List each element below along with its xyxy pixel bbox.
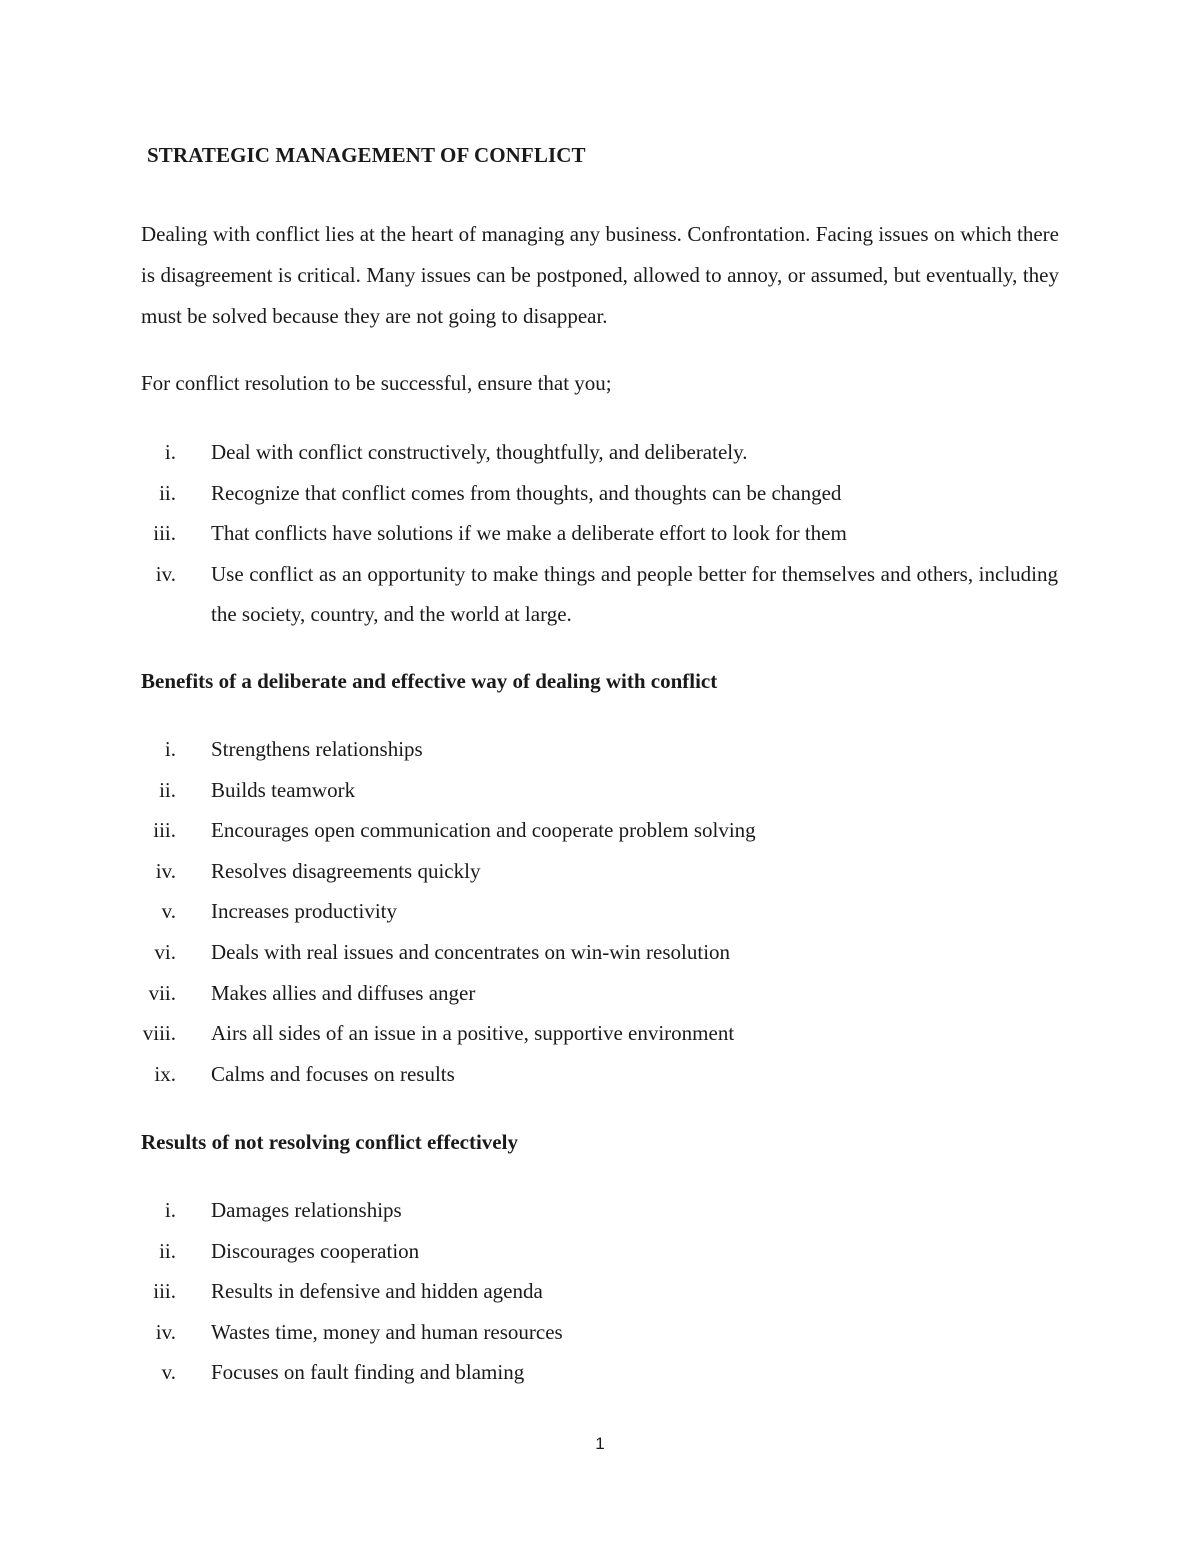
list-item: [0, 851, 1200, 892]
benefits-list: [0, 729, 1200, 1094]
list-item: [0, 729, 1200, 770]
list-item-text: Damages relationships: [211, 1198, 402, 1222]
list-item-number: i.: [164, 440, 176, 464]
results-list: [0, 1190, 1200, 1393]
list-item: [0, 1013, 1200, 1054]
list-item: [0, 973, 1200, 1014]
list-item-text: Discourages cooperation: [211, 1238, 420, 1263]
list-item-number: i.: [164, 1198, 176, 1222]
list-item-text: Makes allies and diffuses anger: [211, 980, 476, 1005]
list-item-text: Builds teamwork: [211, 777, 356, 802]
list-item-number: ii.: [159, 777, 176, 802]
list-item-text: That conflicts have solutions if we make a deliberate effort to look for them: [211, 521, 847, 546]
list-item-text: Recognize that conflict comes from thoughts, and thoughts can be changed: [211, 480, 842, 505]
list-item: [0, 1190, 1200, 1231]
list-item-text: Results in defensive and hidden agenda: [211, 1279, 543, 1304]
list-item-text: Deals with real issues and concentrates on win-win resolution: [211, 939, 731, 964]
list-item-number: iv.: [155, 561, 176, 586]
list-item-text: Focuses on fault finding and blaming: [211, 1360, 525, 1385]
list-item-text: Strengthens relationships: [211, 737, 423, 761]
list-item-text: Increases productivity: [211, 899, 398, 924]
list-item: [0, 473, 1200, 514]
list-item: [0, 1231, 1200, 1272]
list-item-number: i.: [164, 737, 176, 761]
benefits-heading: Benefits of a deliberate and effective way of dealing with conflict: [141, 669, 718, 693]
results-heading: Results of not resolving conflict effectively: [141, 1130, 518, 1154]
list-item-number: vii.: [148, 980, 176, 1005]
list-item: [0, 1271, 1200, 1312]
list-item: [0, 554, 1200, 635]
list-item-number: iv.: [155, 858, 176, 883]
document-title: STRATEGIC MANAGEMENT OF CONFLICT: [147, 143, 586, 167]
list-item-text: Encourages open communication and cooperate problem solving: [211, 818, 756, 843]
list-item: [0, 1352, 1200, 1393]
page-number: 1: [595, 1434, 605, 1453]
list-item-number: ii.: [159, 480, 176, 505]
list-item: [0, 513, 1200, 554]
list-item-number: v.: [161, 899, 176, 924]
list-item-number: ix.: [154, 1061, 176, 1086]
list-item: [0, 810, 1200, 851]
list-item-number: ii.: [159, 1238, 176, 1263]
list-item-number: viii.: [142, 1021, 176, 1046]
list-item-text: Airs all sides of an issue in a positive, supportive environment: [211, 1021, 735, 1046]
list-item: [0, 891, 1200, 932]
list-item-number: iii.: [153, 818, 176, 843]
list-item-number: iii.: [153, 521, 176, 546]
ensure-list: [0, 432, 1200, 635]
list-item-text: Resolves disagreements quickly: [211, 858, 481, 883]
list-item-number: iii.: [153, 1279, 176, 1304]
list-item: [0, 1312, 1200, 1353]
list-item-text: Use conflict as an opportunity to make things and people better for themselves and others, including the society, country, and the world at large.: [211, 561, 1058, 627]
list-item-number: v.: [161, 1360, 176, 1385]
list-item-number: iv.: [155, 1319, 176, 1344]
list-item-text: Deal with conflict constructively, thoughtfully, and deliberately.: [211, 440, 748, 464]
lead-in-paragraph: For conflict resolution to be successful, ensure that you;: [141, 371, 612, 395]
list-item-number: vi.: [154, 939, 176, 964]
list-item-text: Calms and focuses on results: [211, 1061, 455, 1086]
list-item: [0, 432, 1200, 473]
intro-paragraph: Dealing with conflict lies at the heart of managing any business. Confrontation. Facing issues on which there is disagreement is critical. Many issues can be postponed, allowed to annoy, or assumed, but eventually, they must be solved because they are not going to disappear.: [141, 222, 1059, 328]
list-item: [0, 932, 1200, 973]
list-item-text: Wastes time, money and human resources: [211, 1319, 563, 1344]
list-item: [0, 770, 1200, 811]
list-item: [0, 1054, 1200, 1095]
